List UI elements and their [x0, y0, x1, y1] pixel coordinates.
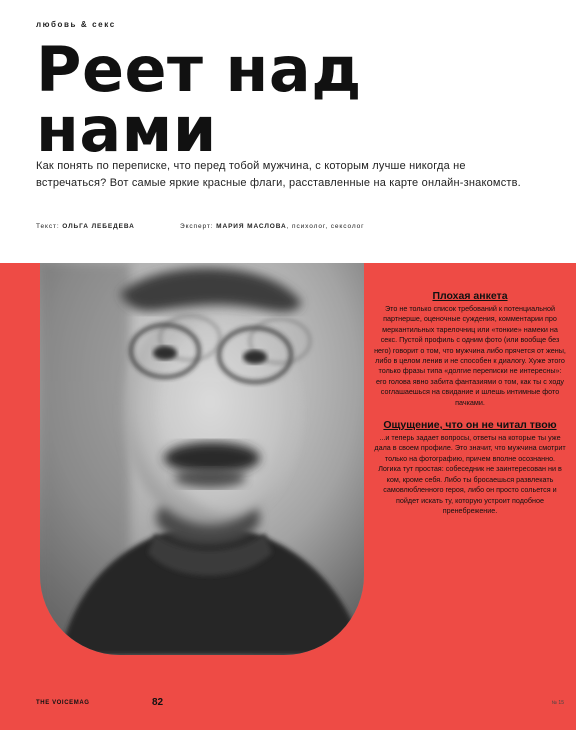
credits-expert-label: Эксперт: [180, 223, 214, 230]
sidebar-text [374, 290, 566, 516]
article-title [36, 33, 362, 166]
credits-author: ОЛЬГА ЛЕБЕДЕВА [62, 223, 135, 230]
credits-expert [180, 223, 364, 230]
portrait-photo [40, 263, 364, 655]
block1-text: Это не только список требований к потенциальной партнерше, оценочные суждения, комментарии про меркантильных тарелочниц или «тонкие» намеки на секс. Пустой профиль с одним фото (или вообще без него) говорит о том, что мужчина либо прячется от жены, либо в целом ленив и не способен к диалогу. Хуже этого только фразы типа «долгие переписки не интересны»: его голова явно забита фантазиями о том, как ты с ходу соглашаешься на свидание и шлешь интимные фото пачками. [374, 304, 566, 407]
page-number: 82 [152, 697, 164, 708]
footer-brand: THE VOICEMAG [36, 700, 90, 706]
issue-number: № 15 [551, 700, 564, 706]
block2-title: Ощущение, что он не читал твою [383, 419, 557, 432]
lead-paragraph: Как понять по переписке, что перед тобой мужчина, с которым лучше никогда не встречаться? Вот самые яркие красные флаги, расставленные на карте онлайн-знакомств. [36, 160, 521, 189]
portrait-illustration [40, 263, 364, 655]
credits-expert-name: МАРИЯ МАСЛОВА [216, 223, 287, 230]
credits [36, 223, 365, 230]
credits-text-label: Текст: [36, 223, 60, 230]
title-line-1: Реет над [36, 33, 362, 106]
title-line-2: нами [36, 93, 217, 166]
credits-expert-role: , психолог, сексолог [286, 223, 365, 230]
block2-text: ...и теперь задает вопросы, ответы на которые ты уже дала в своем профиле. Это значит, что мужчина смотрит только на фотографию, причем вполне осознанно. Логика тут простая: собеседник не заинтересован ни в ком, кроме себя. Либо ты бросаешься развлекать самовлюбленного героя, либо он просто сольется и пойдет искать ту, которую устроит подобное пренебрежение. [374, 433, 566, 515]
block1-title: Плохая анкета [432, 290, 508, 302]
section-label: любовь & секс [36, 20, 116, 29]
